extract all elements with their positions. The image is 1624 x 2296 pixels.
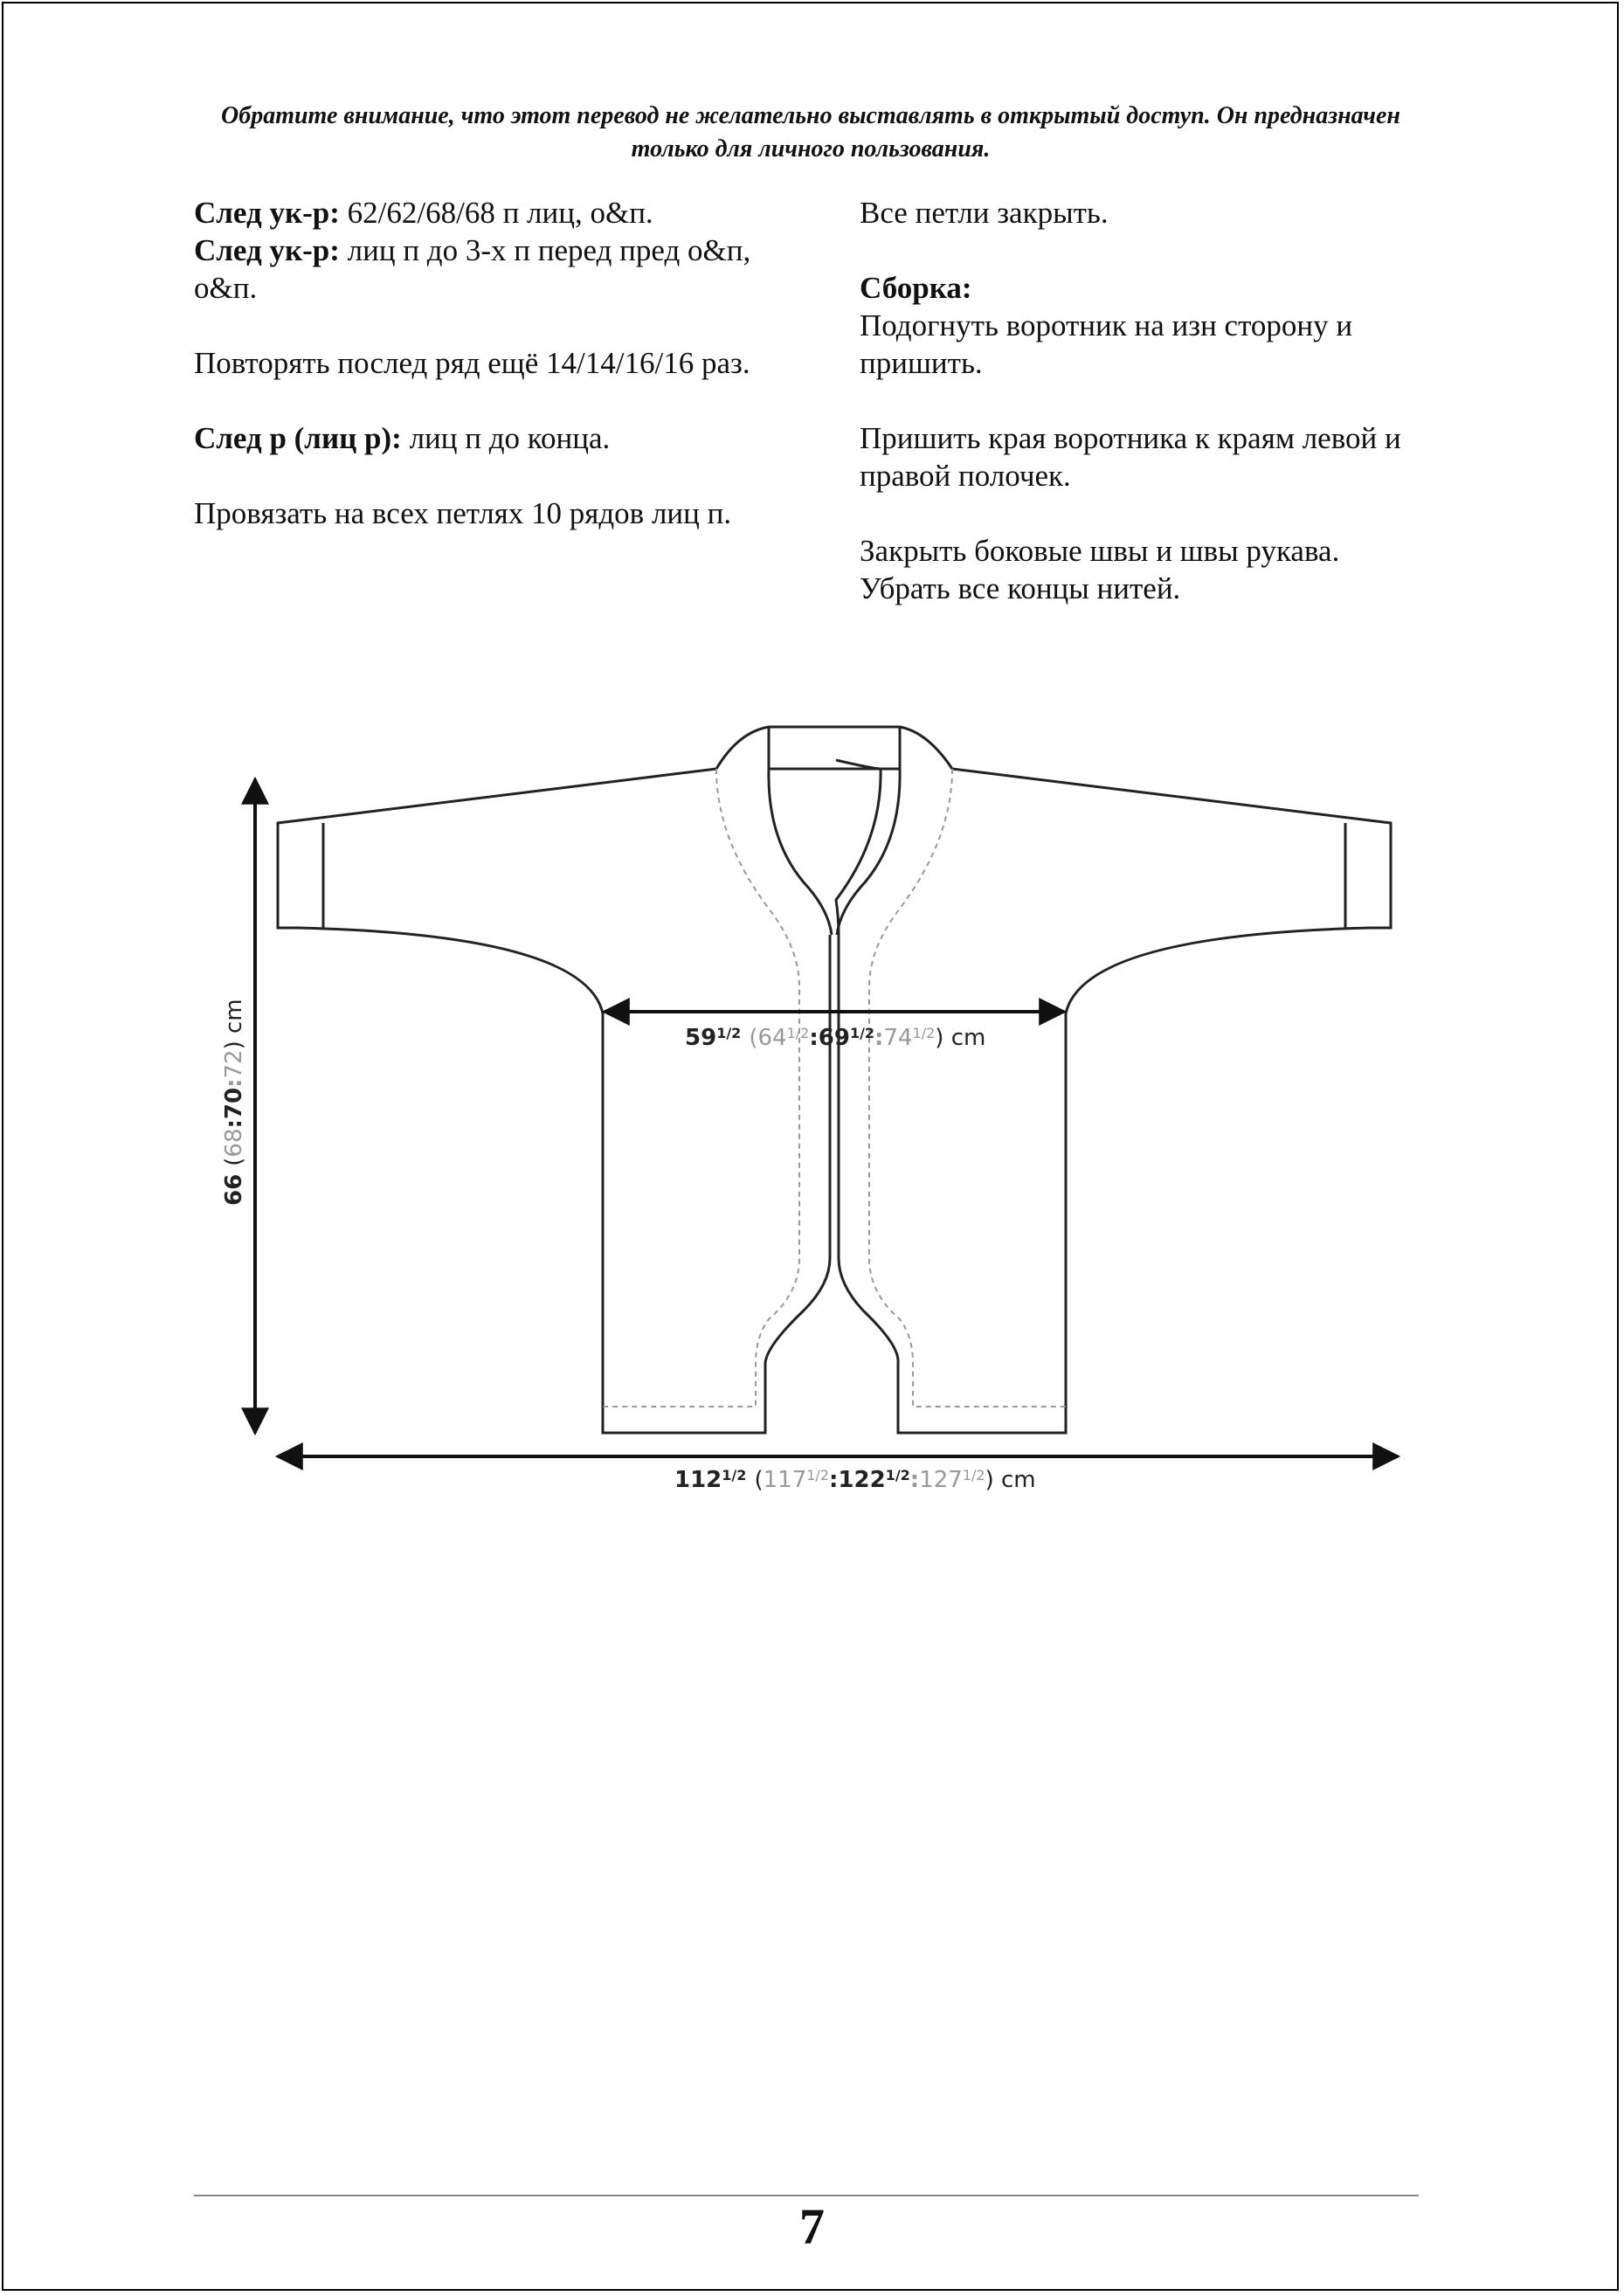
- assembly-section: [860, 269, 1436, 382]
- band-dashed-lines: [603, 769, 1066, 1407]
- copyright-notice: Обратите внимание, что этот перевод не желательно выставлять в открытый доступ. Он предназначен только для личного пользования.: [221, 102, 1400, 163]
- assembly-heading: Сборка:: [860, 271, 972, 305]
- instructions-right-column: [860, 194, 1436, 645]
- garment-outline: [278, 727, 1391, 1433]
- instruction-repeat: Повторять послед ряд ещё 14/14/16/16 раз.: [194, 346, 750, 380]
- cardigan-schematic: [192, 699, 1433, 1538]
- assembly-step-2: Пришить края воротника к краям левой и правой полочек.: [860, 421, 1401, 493]
- instruction-row-1: След ук-р: 62/62/68/68 п лиц, о&п.: [194, 196, 653, 230]
- bind-off-instruction: Все петли закрыть.: [860, 196, 1109, 230]
- instruction-row-2: След ук-р: лиц п до 3-х п перед пред о&п, о&п.: [194, 233, 751, 305]
- assembly-step-1: Подогнуть воротник на изн сторону и пришить.: [860, 308, 1353, 380]
- instructions-left-column: [194, 194, 753, 570]
- instruction-row-3: След р (лиц р): лиц п до конца.: [194, 421, 611, 455]
- assembly-step-3: Закрыть боковые швы и швы рукава. Убрать все концы нитей.: [860, 534, 1340, 605]
- length-label: 66 (68:70:72) cm: [221, 999, 247, 1206]
- dimension-labels: [221, 999, 1036, 1493]
- width-label: $59^{1/2}$ $(64^{1/2}:69^{1/2}:74^{1/2})$ cm: [685, 1025, 986, 1051]
- page-number: 7: [799, 2198, 825, 2255]
- instruction-final-rows: Провязать на всех петлях 10 рядов лиц п.: [194, 496, 732, 530]
- span-label: $112^{1/2}$ $(117^{1/2}:122^{1/2}:127^{1/2})$ cm: [674, 1467, 1036, 1493]
